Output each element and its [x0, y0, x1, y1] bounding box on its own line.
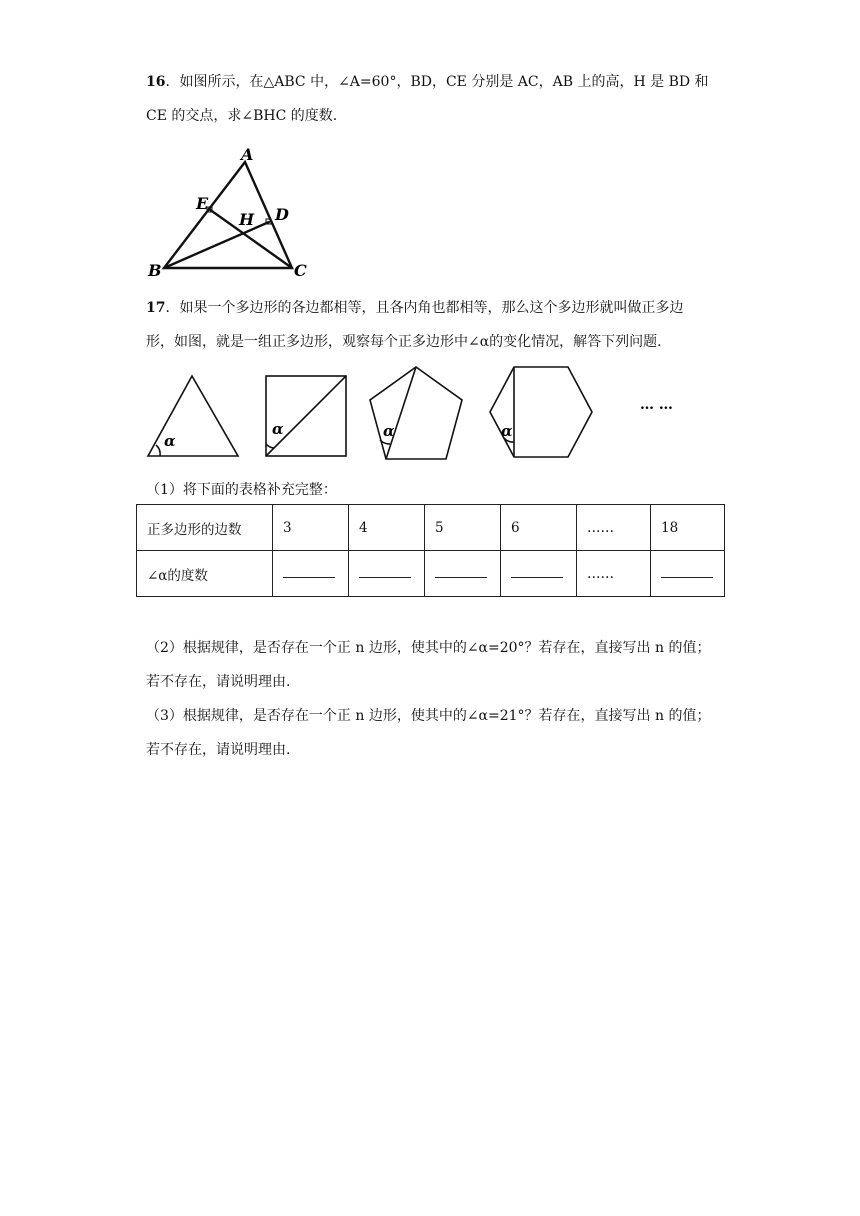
answer-blank[interactable] — [511, 565, 563, 578]
table-row-angles — [137, 551, 725, 597]
table-row-sides — [137, 505, 725, 551]
q16-text-1: ．如图所示，在△ABC 中，∠A=60°，BD，CE 分别是 AC，AB 上的高，H 是 BD 和 — [165, 74, 709, 90]
label-b: B — [148, 261, 162, 280]
cell-angle-blank-18[interactable] — [651, 551, 725, 597]
triangle-alpha-label: α — [164, 432, 176, 450]
q17-part2-line1: （2）根据规律，是否存在一个正 n 边形，使其中的∠α=20°？若存在，直接写出 n 的值； — [146, 640, 711, 656]
cell-sides-dots: …… — [577, 505, 651, 551]
q17-part2-line2: 若不存在，请说明理由. — [146, 674, 291, 690]
q16-number: 16 — [146, 74, 166, 90]
q17-line1 — [146, 298, 683, 318]
q17-part3-line1: （3）根据规律，是否存在一个正 n 边形，使其中的∠α=21°？若存在，直接写出 n 的值； — [146, 708, 711, 724]
label-e: E — [196, 194, 209, 213]
polygons-ellipsis: … … — [640, 397, 673, 413]
square-angle-arc — [266, 444, 274, 448]
q17-table — [136, 504, 725, 597]
cell-angle-blank-5[interactable] — [425, 551, 501, 597]
label-d: D — [275, 205, 289, 224]
square-diagonal — [266, 376, 346, 456]
cell-angle-header: ∠α的度数 — [137, 551, 273, 597]
answer-blank[interactable] — [661, 565, 713, 578]
q17-line2: 形，如图，就是一组正多边形，观察每个正多边形中∠α的变化情况，解答下列问题. — [146, 334, 662, 350]
cell-angle-dots: …… — [577, 551, 651, 597]
cell-sides-3: 3 — [273, 505, 349, 551]
cell-sides-18: 18 — [651, 505, 725, 551]
label-c: C — [294, 261, 307, 280]
triangle-abc — [164, 162, 292, 268]
pentagon-diagonal — [386, 367, 416, 459]
q17-number: 17 — [146, 300, 166, 316]
cell-angle-blank-6[interactable] — [501, 551, 577, 597]
label-h: H — [239, 210, 255, 229]
q17-part3-line2: 若不存在，请说明理由. — [146, 742, 291, 758]
pentagon-alpha-label: α — [383, 422, 395, 440]
regular-pentagon — [370, 367, 462, 459]
cell-sides-header: 正多边形的边数 — [137, 505, 273, 551]
q17-text-1: ．如果一个多边形的各边都相等，且各内角也都相等，那么这个多边形就叫做正多边 — [165, 300, 684, 316]
regular-hexagon — [490, 367, 592, 457]
square-alpha-label: α — [272, 420, 284, 438]
hexagon-alpha-label: α — [501, 422, 513, 440]
cell-angle-blank-4[interactable] — [349, 551, 425, 597]
cell-sides-5: 5 — [425, 505, 501, 551]
q16-line1 — [146, 72, 709, 92]
answer-blank[interactable] — [283, 565, 335, 578]
cell-angle-blank-3[interactable] — [273, 551, 349, 597]
triangle-angle-arc — [156, 445, 160, 456]
q16-line2: CE 的交点，求∠BHC 的度数. — [146, 108, 338, 124]
label-a: A — [241, 145, 254, 164]
q16-triangle-figure — [140, 140, 320, 280]
answer-blank[interactable] — [359, 565, 411, 578]
answer-blank[interactable] — [435, 565, 487, 578]
q17-part1: （1）将下面的表格补充完整： — [146, 482, 337, 498]
cell-sides-6: 6 — [501, 505, 577, 551]
regular-triangle — [148, 376, 238, 456]
q17-polygons-figure — [140, 360, 700, 470]
cell-sides-4: 4 — [349, 505, 425, 551]
